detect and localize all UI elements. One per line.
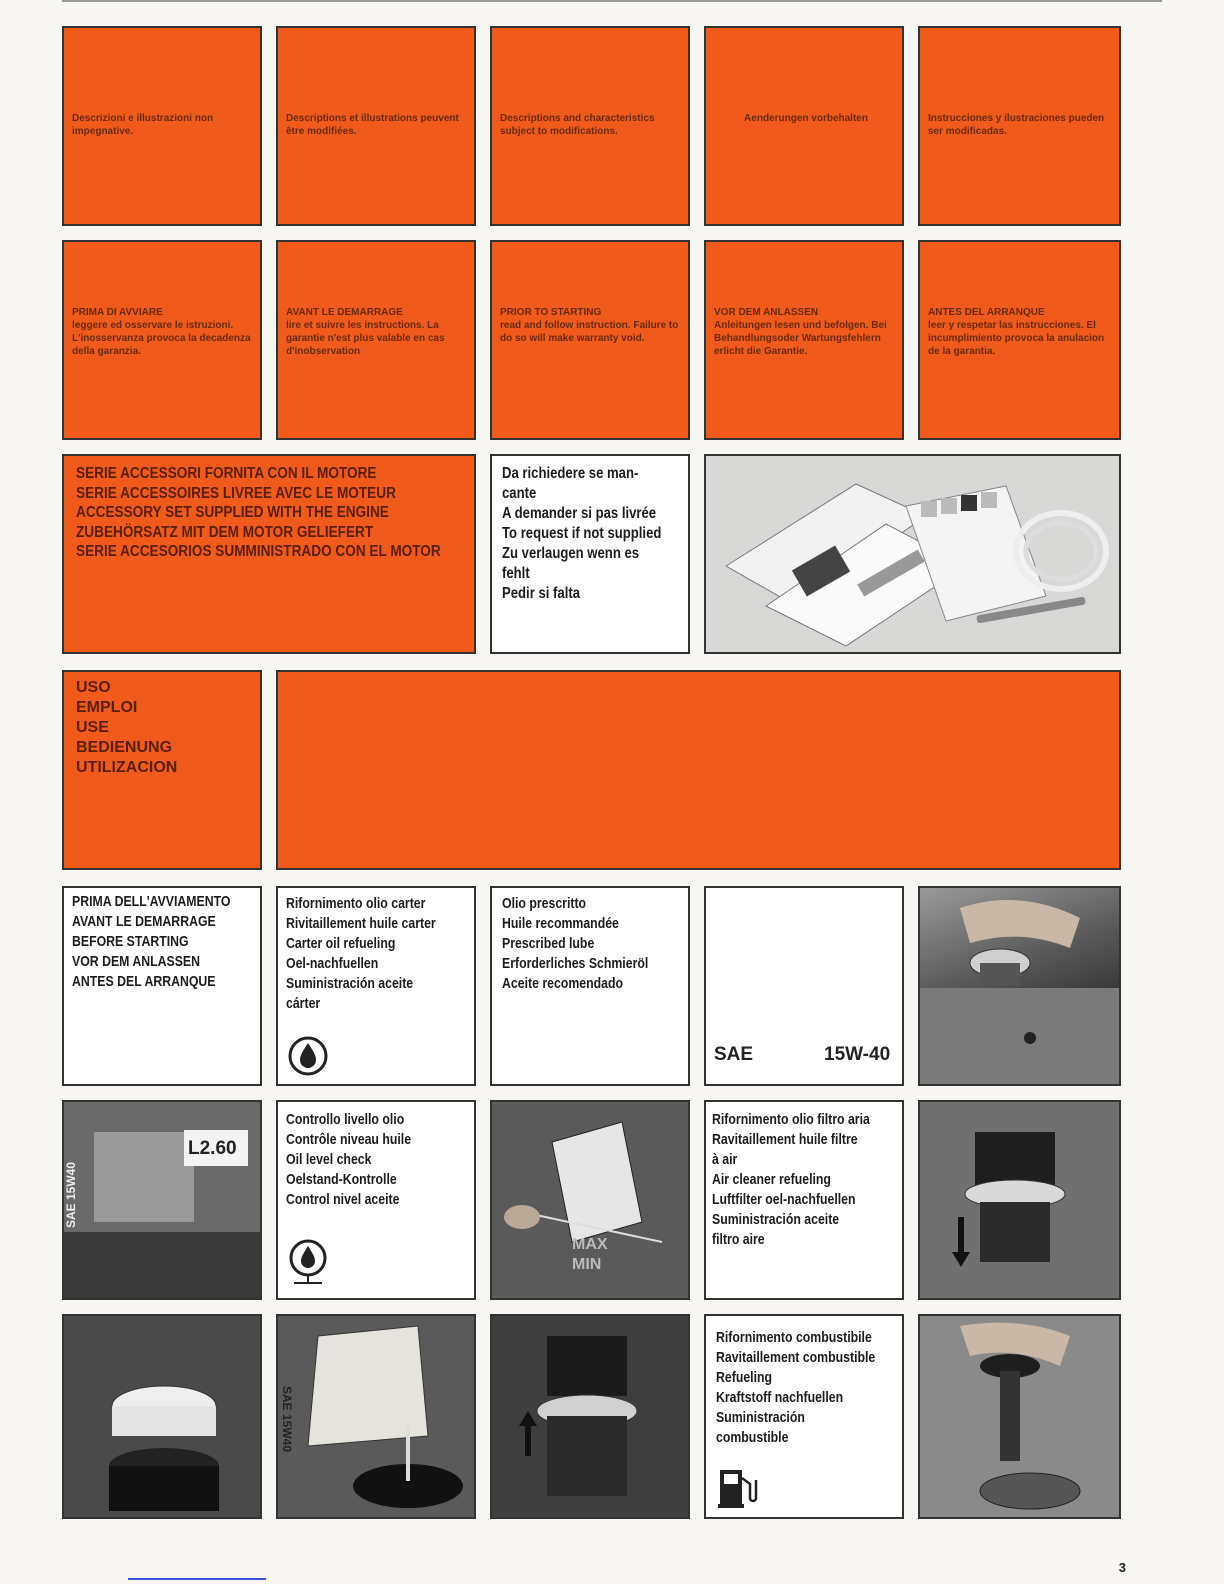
request-line: Da richiedere se man- — [502, 465, 639, 482]
oil-level-line: Oelstand-Kontrolle — [286, 1171, 397, 1188]
use-line: USE — [76, 719, 109, 736]
notice-box-en — [490, 26, 690, 226]
fuel-line: Rifornimento combustibile — [716, 1329, 872, 1346]
air-filter-text — [712, 1110, 870, 1250]
warning-box-fr — [276, 240, 476, 440]
side-label: SAE 15W40 — [64, 1162, 78, 1229]
oil-level-line: Oil level check — [286, 1151, 372, 1168]
fuel-cap-photo — [918, 1314, 1121, 1519]
top-rule — [62, 0, 1162, 2]
warning-body: leggere ed osservare le istruzioni. L'inosservanza provoca la decadenza della garanzia. — [72, 320, 251, 357]
oil-refuel-line: cárter — [286, 995, 321, 1012]
before-line: AVANT LE DEMARRAGE — [72, 913, 216, 930]
before-line: ANTES DEL ARRANQUE — [72, 973, 216, 990]
before-line: PRIMA DELL'AVVIAMENTO — [72, 893, 231, 910]
fuel-refuel-box — [704, 1314, 904, 1519]
accessory-line: ZUBEHÖRSATZ MIT DEM MOTOR GELIEFERT — [76, 523, 374, 541]
request-line: To request if not supplied — [502, 525, 662, 542]
notice-box-de — [704, 26, 904, 226]
sae-box — [704, 886, 904, 1086]
engine-label-illustration — [64, 1102, 260, 1298]
accessory-set-box — [62, 454, 476, 654]
request-line: Pedir si falta — [502, 585, 581, 602]
max-mark: MAX — [572, 1236, 608, 1253]
min-mark: MIN — [572, 1256, 602, 1273]
air-filter-line: Suministración aceite — [712, 1211, 840, 1228]
model-label: L2.60 — [188, 1138, 237, 1159]
request-line: Zu verlaugen wenn es — [502, 545, 640, 562]
before-line: BEFORE STARTING — [72, 933, 189, 950]
warning-box-de — [704, 240, 904, 440]
oil-prescribed-box — [490, 886, 690, 1086]
fuel-refuel-text — [716, 1328, 875, 1448]
warning-text-it — [72, 306, 256, 358]
air-filter-line: Ravitaillement huile filtre — [712, 1131, 858, 1148]
warning-head: VOR DEM ANLASSEN — [714, 307, 819, 318]
sae-grade: 15W-40 — [824, 1044, 891, 1065]
filter-element-photo — [62, 1314, 262, 1519]
warning-text-en — [500, 306, 684, 345]
filter-element-illustration — [64, 1316, 260, 1517]
notice-text-de: Aenderungen vorbehalten — [744, 113, 868, 124]
oil-drop-icon — [286, 1034, 330, 1078]
use-line: UTILIZACION — [76, 759, 178, 776]
fuel-cap-illustration — [920, 1316, 1119, 1517]
air-filter-illustration — [920, 1102, 1119, 1298]
air-filter-line: à air — [712, 1151, 738, 1168]
oil-prescribed-line: Olio prescritto — [502, 895, 587, 912]
oil-prescribed-line: Prescribed lube — [502, 935, 595, 952]
warning-head: ANTES DEL ARRANQUE — [928, 307, 1045, 318]
warning-box-en — [490, 240, 690, 440]
air-filter-line: Rifornimento olio filtro aria — [712, 1111, 870, 1128]
oil-can-label: SAE 15W40 — [280, 1386, 294, 1453]
accessory-line: SERIE ACCESSOIRES LIVREE AVEC LE MOTEUR — [76, 484, 396, 502]
oil-prescribed-line: Aceite recomendado — [502, 975, 623, 992]
warning-head: AVANT LE DEMARRAGE — [286, 307, 403, 318]
pour-oil-illustration — [278, 1316, 474, 1517]
warning-head: PRIMA DI AVVIARE — [72, 307, 163, 318]
accessory-line: SERIE ACCESORIOS SUMMINISTRADO CON EL MOTOR — [76, 543, 441, 560]
air-filter-photo — [918, 1100, 1121, 1300]
oil-level-line: Control nivel aceite — [286, 1191, 400, 1208]
filter-bowl-illustration — [492, 1316, 688, 1517]
accessory-line: ACCESSORY SET SUPPLIED WITH THE ENGINE — [76, 504, 389, 521]
oil-level-line: Controllo livello olio — [286, 1111, 405, 1128]
accessory-photo — [704, 454, 1121, 654]
request-line: A demander si pas livrée — [502, 505, 657, 522]
air-filter-box — [704, 1100, 904, 1300]
air-filter-line: Air cleaner refueling — [712, 1171, 831, 1188]
oil-refuel-line: Carter oil refueling — [286, 935, 396, 952]
warning-body: read and follow instruction. Failure to do so will make warranty void. — [500, 320, 679, 344]
oil-cap-illustration — [920, 888, 1119, 1084]
oil-refuel-text — [286, 894, 436, 1014]
notice-box-es — [918, 26, 1121, 226]
use-text — [76, 678, 177, 778]
oil-refuel-line: Oel-nachfuellen — [286, 955, 379, 972]
oil-refuel-line: Rifornimento olio carter — [286, 895, 426, 912]
warning-head: PRIOR TO STARTING — [500, 307, 602, 318]
request-text — [502, 464, 681, 604]
accessory-kit-illustration — [706, 456, 1119, 652]
warning-box-it — [62, 240, 262, 440]
notice-text-es: Instrucciones y ilustraciones pueden ser modificadas. — [928, 113, 1105, 137]
warning-text-es — [928, 306, 1114, 358]
oil-refuel-line: Suministración aceite — [286, 975, 414, 992]
notice-box-fr — [276, 26, 476, 226]
warning-text-de — [714, 306, 898, 358]
accessory-line: SERIE ACCESSORI FORNITA CON IL MOTORE — [76, 465, 377, 482]
notice-text-it: Descrizioni e illustrazioni non impegnative. — [72, 113, 214, 137]
air-filter-line: filtro aire — [712, 1231, 765, 1248]
use-line: BEDIENUNG — [76, 739, 173, 756]
oil-level-line: Contrôle niveau huile — [286, 1131, 412, 1148]
fuel-line: Suministración — [716, 1409, 805, 1426]
fuel-line: Kraftstoff nachfuellen — [716, 1389, 844, 1406]
filter-bowl-photo — [490, 1314, 690, 1519]
use-label-box — [62, 670, 262, 870]
request-line: cante — [502, 485, 537, 502]
before-starting-text — [72, 892, 231, 992]
page-number: 3 — [1118, 1560, 1126, 1575]
air-filter-line: Luftfilter oel-nachfuellen — [712, 1191, 856, 1208]
use-line: USO — [76, 679, 111, 696]
engine-label-photo — [62, 1100, 262, 1300]
notice-box-it — [62, 26, 262, 226]
oil-refuel-box — [276, 886, 476, 1086]
notice-text-fr: Descriptions et illustrations peuvent être modifiées. — [286, 113, 459, 137]
oil-refuel-line: Rivitaillement huile carter — [286, 915, 436, 932]
dipstick-photo — [490, 1100, 690, 1300]
warning-box-es — [918, 240, 1121, 440]
warning-body: lire et suivre les instructions. La garantie n'est plus valable en cas d'inobservation — [286, 320, 445, 357]
before-line: VOR DEM ANLASSEN — [72, 953, 201, 970]
use-line: EMPLOI — [76, 699, 138, 716]
fuel-line: combustible — [716, 1429, 789, 1446]
warning-body: Anleitungen lesen und befolgen. Bei Behandlungsoder Wartungsfehlern erlicht die Garantie. — [714, 320, 887, 357]
oil-level-icon — [286, 1236, 330, 1288]
before-starting-box — [62, 886, 262, 1086]
fuel-pump-icon — [716, 1464, 760, 1512]
oil-prescribed-text — [502, 894, 648, 994]
fuel-line: Ravitaillement combustible — [716, 1349, 876, 1366]
oil-prescribed-line: Erforderliches Schmieröl — [502, 955, 649, 972]
request-line: fehlt — [502, 565, 530, 582]
pour-oil-photo — [276, 1314, 476, 1519]
request-box — [490, 454, 690, 654]
warning-body: leer y respetar las instrucciones. El incumplimiento provoca la anulacion de la garantia. — [928, 320, 1105, 357]
oil-prescribed-line: Huile recommandée — [502, 915, 619, 932]
fuel-line: Refueling — [716, 1369, 773, 1386]
sae-label: SAE — [714, 1044, 754, 1065]
use-banner — [276, 670, 1121, 870]
oil-cap-photo — [918, 886, 1121, 1086]
oil-level-text — [286, 1110, 411, 1210]
accessory-set-text — [76, 464, 476, 562]
oil-level-box — [276, 1100, 476, 1300]
notice-text-en: Descriptions and characteristics subject to modifications. — [500, 113, 655, 137]
warning-text-fr — [286, 306, 470, 358]
footer-rule — [128, 1578, 266, 1580]
